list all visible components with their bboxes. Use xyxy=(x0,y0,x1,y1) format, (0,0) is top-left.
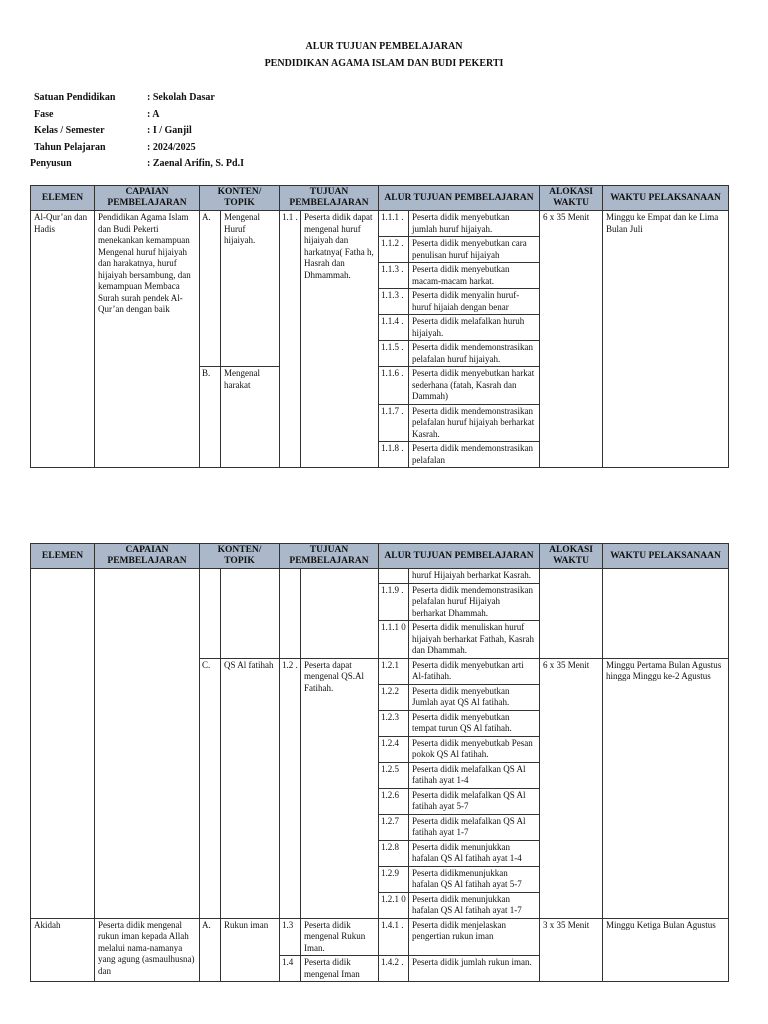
capaian-cell: Peserta didik mengenal rukun iman kepada Allah melalui nama-namanya yang agung (asmaulhusna) dan xyxy=(95,918,200,982)
konten-letter: A. xyxy=(200,918,221,982)
alur-text: Peserta didik menyebutkan tempat turun QS Al fatihah. xyxy=(409,710,540,736)
alokasi-cell: 6 x 35 Menit xyxy=(540,658,603,918)
alur-number: 1.1.8 . xyxy=(379,442,409,468)
alur-text: Peserta didik menjelaskan pengertian rukun iman xyxy=(409,918,540,956)
tujuan-number xyxy=(280,569,301,659)
atp-table-page2 xyxy=(30,543,729,982)
header-konten: KONTEN/ TOPIK xyxy=(200,544,280,569)
waktu-cell: Minggu Pertama Bulan Agustus hingga Minggu ke-2 Agustus xyxy=(603,658,729,918)
info-label-tahun: Tahun Pelajaran xyxy=(34,142,106,153)
alur-text: Peserta didik menyebutkan Jumlah ayat QS Al fatihah. xyxy=(409,684,540,710)
elemen-cell: Akidah xyxy=(31,918,95,982)
alur-number: 1.2.8 xyxy=(379,840,409,866)
alur-text: Peserta didik menuliskan huruf hijaiyah berharkat Fathah, Kasrah dan Dhammah. xyxy=(409,621,540,659)
konten-cell: Rukun iman xyxy=(221,918,280,982)
alur-text: Peserta didik mendemonstrasikan pelafalan huruf Hijaiyah berharkat Dhammah. xyxy=(409,583,540,621)
tujuan-cell: Peserta dapat mengenal QS.Al Fatihah. xyxy=(301,658,379,918)
header-tujuan: TUJUAN PEMBELAJARAN xyxy=(280,186,379,211)
alur-number: 1.2.2 xyxy=(379,684,409,710)
alur-text: Peserta didik mendemonstrasikan pelafalan xyxy=(409,442,540,468)
tujuan-cell: Peserta didik dapat mengenal huruf hijaiyah dan harkatnya( Fatha h, Hasrah dan Dhmammah. xyxy=(301,211,379,468)
alur-text: Peserta didik melafalkan huruh hijaiyah. xyxy=(409,315,540,341)
konten-cell: Mengenal harakat xyxy=(221,367,280,468)
alur-number: 1.1.3 . xyxy=(379,263,409,289)
alur-number: 1.4.1 . xyxy=(379,918,409,956)
tujuan-cell xyxy=(301,569,379,659)
alur-number: 1.2.1 0 xyxy=(379,892,409,918)
waktu-cell: Minggu Ketiga Bulan Agustus xyxy=(603,918,729,982)
waktu-cell: Minggu ke Empat dan ke Lima Bulan Juli xyxy=(603,211,729,468)
alur-number: 1.1.5 . xyxy=(379,341,409,367)
alur-text: huruf Hijaiyah berharkat Kasrah. xyxy=(409,569,540,584)
elemen-cell: Al-Qur’an dan Hadis xyxy=(31,211,95,468)
konten-letter: A. xyxy=(200,211,221,367)
elemen-cell xyxy=(31,569,95,919)
alur-text: Peserta didik melafalkan QS Al fatihah ayat 1-7 xyxy=(409,814,540,840)
alur-text: Peserta didik menunjukkan hafalan QS Al fatihah ayat 1-4 xyxy=(409,840,540,866)
alur-text: Peserta didik menyebutkan jumlah huruf hijaiyah. xyxy=(409,211,540,237)
alur-number: 1.1.7 . xyxy=(379,404,409,442)
header-waktu: WAKTU PELAKSANAAN xyxy=(603,186,729,211)
alur-text: Peserta didik menyalin huruf-huruf hijaiah dengan benar xyxy=(409,289,540,315)
header-elemen: ELEMEN xyxy=(31,544,95,569)
header-alur: ALUR TUJUAN PEMBELAJARAN xyxy=(379,544,540,569)
tujuan-number: 1.1 . xyxy=(280,211,301,468)
alokasi-cell: 3 x 35 Menit xyxy=(540,918,603,982)
alur-number: 1.2.7 xyxy=(379,814,409,840)
alur-text: Peserta didik menyebutkan macam-macam harkat. xyxy=(409,263,540,289)
alur-text: Peserta didik mendemonstrasikan pelafalan huruf hijaiyah. xyxy=(409,341,540,367)
konten-letter: C. xyxy=(200,658,221,918)
info-value-tahun: : 2024/2025 xyxy=(147,142,196,153)
alokasi-cell xyxy=(540,569,603,659)
alur-number: 1.2.3 xyxy=(379,710,409,736)
alokasi-cell: 6 x 35 Menit xyxy=(540,211,603,468)
info-label-penyusun: Penyusun xyxy=(30,158,72,169)
info-label-fase: Fase xyxy=(34,109,54,120)
alur-text: Peserta didik melafalkan QS Al fatihah ayat 5-7 xyxy=(409,788,540,814)
document-subtitle: PENDIDIKAN AGAMA ISLAM DAN BUDI PEKERTI xyxy=(264,58,504,69)
header-waktu: WAKTU PELAKSANAAN xyxy=(603,544,729,569)
alur-number: 1.1.2 . xyxy=(379,237,409,263)
alur-text: Peserta didik jumlah rukun iman. xyxy=(409,956,540,982)
alur-text: Peserta didikmenunjukkan hafalan QS Al fatihah ayat 5-7 xyxy=(409,866,540,892)
info-label-satuan: Satuan Pendidikan xyxy=(34,92,116,103)
alur-number: 1.1.6 . xyxy=(379,367,409,405)
alur-number: 1.2.1 xyxy=(379,658,409,684)
konten-letter: B. xyxy=(200,367,221,468)
header-capaian: CAPAIAN PEMBELAJARAN xyxy=(95,186,200,211)
document-title: ALUR TUJUAN PEMBELAJARAN xyxy=(305,41,463,52)
alur-text: Peserta didik mendemonstrasikan pelafalan huruf hijaiyah berharkat Kasrah. xyxy=(409,404,540,442)
header-alokasi: ALOKASI WAKTU xyxy=(540,544,603,569)
alur-number: 1.2.6 xyxy=(379,788,409,814)
tujuan-cell: Peserta didik mengenal Iman xyxy=(301,956,379,982)
header-alur: ALUR TUJUAN PEMBELAJARAN xyxy=(379,186,540,211)
alur-text: Peserta didik menyebutkab Pesan pokok QS Al fatihah. xyxy=(409,736,540,762)
alur-number: 1.2.4 xyxy=(379,736,409,762)
capaian-cell: Pendidikan Agama Islam dan Budi Pekerti menekankan kemampuan Mengenal huruf hijaiyah dan harakatnya, huruf hijaiyah bersambung, dan kemampuan Membaca Surah surah pendek Al-Qur’an dengan baik xyxy=(95,211,200,468)
alur-number: 1.2.5 xyxy=(379,762,409,788)
konten-letter xyxy=(200,569,221,659)
alur-number xyxy=(379,569,409,584)
alur-number: 1.4.2 . xyxy=(379,956,409,982)
alur-number: 1.1.1 0 xyxy=(379,621,409,659)
info-value-satuan: : Sekolah Dasar xyxy=(147,92,215,103)
tujuan-number: 1.4 xyxy=(280,956,301,982)
alur-number: 1.1.9 . xyxy=(379,583,409,621)
alur-number: 1.1.3 . xyxy=(379,289,409,315)
tujuan-cell: Peserta didik mengenal Rukun Iman. xyxy=(301,918,379,956)
info-label-kelas: Kelas / Semester xyxy=(34,125,105,136)
tujuan-number: 1.3 xyxy=(280,918,301,956)
alur-text: Peserta didik menyebutkan arti Al-fatihah. xyxy=(409,658,540,684)
tujuan-number: 1.2 . xyxy=(280,658,301,918)
info-value-fase: : A xyxy=(147,109,160,120)
atp-table-page1 xyxy=(30,185,729,468)
alur-number: 1.2.9 xyxy=(379,866,409,892)
konten-cell: Mengenal Huruf hijaiyah. xyxy=(221,211,280,367)
alur-number: 1.1.4 . xyxy=(379,315,409,341)
header-konten: KONTEN/ TOPIK xyxy=(200,186,280,211)
alur-number: 1.1.1 . xyxy=(379,211,409,237)
alur-text: Peserta didik menunjukkan hafalan QS Al fatihah ayat 1-7 xyxy=(409,892,540,918)
alur-text: Peserta didik melafalkan QS Al fatihah ayat 1-4 xyxy=(409,762,540,788)
konten-cell xyxy=(221,569,280,659)
waktu-cell xyxy=(603,569,729,659)
konten-cell: QS Al fatihah xyxy=(221,658,280,918)
info-value-kelas: : I / Ganjil xyxy=(147,125,192,136)
alur-text: Peserta didik menyebutkan cara penulisan huruf hijaiyah xyxy=(409,237,540,263)
header-capaian: CAPAIAN PEMBELAJARAN xyxy=(95,544,200,569)
header-alokasi: ALOKASI WAKTU xyxy=(540,186,603,211)
alur-text: Peserta didik menyebutkan harkat sederhana (fatah, Kasrah dan Dammah) xyxy=(409,367,540,405)
info-value-penyusun: : Zaenal Arifin, S. Pd.I xyxy=(147,158,244,169)
header-elemen: ELEMEN xyxy=(31,186,95,211)
header-tujuan: TUJUAN PEMBELAJARAN xyxy=(280,544,379,569)
capaian-cell xyxy=(95,569,200,919)
